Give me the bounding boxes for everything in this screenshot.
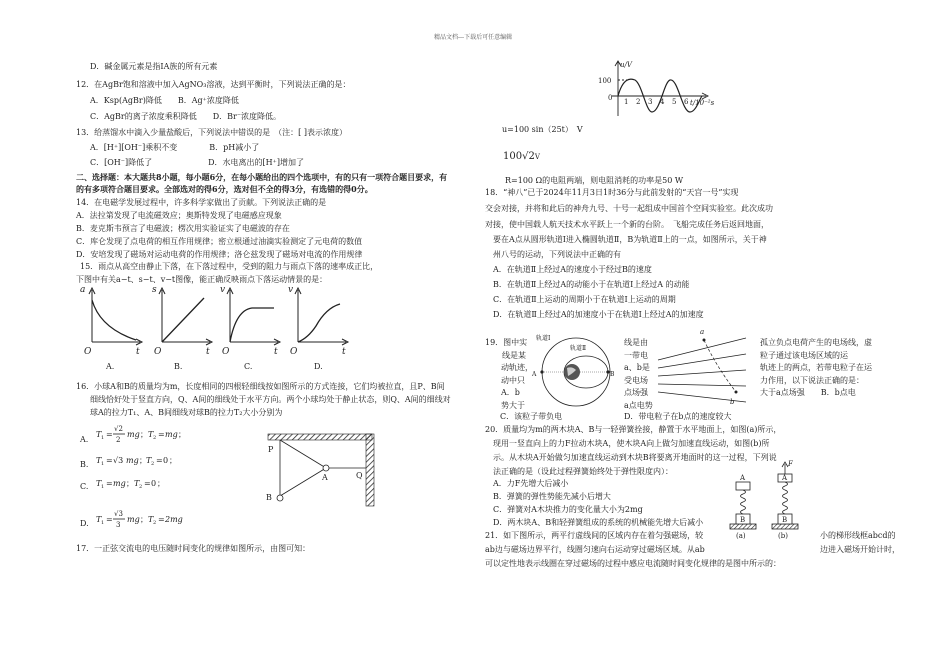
q19-right-text: 孤立负点电荷产生的电场线，虚 粒子通过该电场区域的运 轨迹上的两点，若带电粒子在运 力作用，以下说法正确的是： 大于a点场强 B．b点电 bbox=[760, 338, 872, 397]
svg-text:；: ； bbox=[157, 479, 165, 488]
svg-text:mg: mg bbox=[165, 430, 178, 439]
svg-text:2: 2 bbox=[153, 520, 157, 526]
sine-x-tick-2: 2 bbox=[636, 98, 641, 106]
spring-force-label: F bbox=[788, 460, 793, 468]
svg-text:=: = bbox=[156, 456, 163, 465]
graph-option-d: D. bbox=[314, 362, 323, 371]
svg-text:2: 2 bbox=[116, 436, 121, 444]
section2-heading-line1: 二、选择题：本大题共8小题，每小题6分，在每小题给出的四个选项中，有的只有一项符合题目要求，有 bbox=[76, 172, 448, 182]
graph-c-origin: O bbox=[222, 347, 230, 357]
q16-stem-line2: 细线恰好处于竖直方向，Q、A间的细线处于水平方向。两个小球均处于静止状态，则Q、A间的细线对 bbox=[90, 395, 451, 404]
q17-sqrt-unit: V bbox=[534, 153, 540, 161]
graph-a-x-label: t bbox=[136, 347, 140, 357]
q18-stem-line1: 18．“神八”已于2024年11月3日1时36分与此前发射的“天宫一号”实现 bbox=[485, 188, 739, 197]
svg-text:mg: mg bbox=[126, 456, 139, 465]
q17-stem: 17．一正弦交流电的电压随时间变化的规律如图所示，由图可知： bbox=[76, 544, 311, 553]
graph-b-y-label: s bbox=[152, 285, 157, 295]
graph-option-a: A. bbox=[106, 362, 115, 371]
q20-option-a: A．力F先增大后减小 bbox=[493, 479, 569, 488]
field-lines-figure bbox=[652, 326, 752, 408]
orbit-label-2: 轨道Ⅱ bbox=[570, 345, 587, 352]
svg-text:=: = bbox=[106, 479, 113, 488]
q21-line1-part1: 21．如下图所示，两平行虚线间的区域内存在着匀强磁场，较 bbox=[485, 531, 704, 540]
spring-figures bbox=[724, 458, 810, 540]
q19-left-text: 19．图中实 线是某 动轨迹， 动中只 A．b 势大于 bbox=[485, 338, 533, 410]
sine-x-tick-1: 1 bbox=[624, 98, 629, 106]
sine-x-tick-3: 3 bbox=[648, 98, 653, 106]
q20-option-b: B．弹簧的弹性势能先减小后增大 bbox=[493, 492, 611, 501]
q16-option-b: B. bbox=[80, 460, 89, 469]
q21-line3: 可以定性地表示线圈在穿过磁场的过程中感应电流随时间变化规律的是图中所示的： bbox=[485, 559, 781, 568]
svg-text:√2: √2 bbox=[114, 425, 123, 433]
svg-text:mg: mg bbox=[127, 515, 140, 524]
svg-text:；: ； bbox=[178, 430, 186, 439]
orbit-figure bbox=[530, 332, 622, 412]
q18-stem-line4: 要在A点从圆形轨道Ⅰ进入椭圆轨道Ⅱ，B为轨道Ⅱ上的一点，如图所示，关于神 bbox=[493, 235, 767, 244]
q20-option-c: C．弹簧对A木块推力的变化量大小为2mg bbox=[493, 505, 643, 514]
svg-text:2mg: 2mg bbox=[165, 515, 183, 524]
svg-text:T: T bbox=[148, 515, 154, 524]
spring-a-block-b: B bbox=[740, 516, 746, 524]
svg-text:3: 3 bbox=[116, 521, 121, 529]
q16-stem-line3: 球A的拉力T₁、A、B间细线对球B的拉力T₂大小分别为 bbox=[90, 408, 283, 417]
sine-x-tick-4: 4 bbox=[660, 98, 665, 106]
graph-d-y-label: v bbox=[288, 285, 294, 295]
q14-option-d: D．安培发现了磁场对运动电荷的作用规律；洛仑兹发现了磁场对电流的作用规律 bbox=[76, 250, 363, 259]
spring-b-block-b: B bbox=[782, 516, 788, 524]
sine-x-tick-6: 6 bbox=[684, 98, 689, 106]
sine-x-label: t/10⁻²s bbox=[690, 99, 715, 107]
q18-stem-line2: 交会对接，并将和此后的神舟九号、十号一起组成中国首个空间实验室。此次成功 bbox=[485, 204, 773, 213]
svg-text:=: = bbox=[144, 479, 151, 488]
graph-a-origin: O bbox=[84, 347, 92, 357]
graph-a-y-label: a bbox=[80, 285, 86, 295]
q12-stem: 12．在AgBr饱和溶液中加入AgNO₃溶液，达到平衡时，下列说法正确的是： bbox=[76, 80, 351, 89]
q19-option-d: D．带电粒子在b点的速度较大 bbox=[624, 412, 732, 421]
sine-y-tick: 100 bbox=[598, 77, 612, 85]
svg-text:√3: √3 bbox=[114, 510, 123, 518]
q18-option-d: D．在轨道Ⅱ上经过A的加速度小于在轨道Ⅰ上经过A的加速度 bbox=[493, 310, 704, 319]
svg-text:0: 0 bbox=[163, 456, 169, 465]
q17-sqrt-number: 100√2 bbox=[503, 151, 535, 162]
svg-text:；: ； bbox=[140, 430, 148, 439]
q19-mid-text: 线是由 一带电 a、b是 受电场 点场强 a点电势 bbox=[624, 338, 653, 410]
svg-text:T: T bbox=[148, 430, 154, 439]
q20-option-d: D．两木块A、B和轻弹簧组成的系统的机械能先增大后减小 bbox=[493, 518, 704, 527]
q18-stem-line5: 州八号的运动，下列说法中正确的有 bbox=[493, 250, 621, 259]
svg-text:1: 1 bbox=[101, 520, 105, 526]
svg-text:T: T bbox=[96, 456, 102, 465]
q16-option-d: D. bbox=[80, 519, 89, 528]
svg-text:T: T bbox=[134, 479, 140, 488]
q11-option-d: D．碱金属元素是指ⅠA族的所有元素 bbox=[90, 62, 218, 71]
q17-expression: u=100 sin（25t） V bbox=[502, 125, 583, 134]
q16-string-figure bbox=[262, 430, 382, 512]
svg-text:；: ； bbox=[126, 479, 134, 488]
q15-stem-line1: 15．雨点从高空由静止下落，在下落过程中，受到的阻力与雨点下落的速率成正比， bbox=[80, 262, 379, 271]
svg-text:；: ； bbox=[139, 456, 147, 465]
svg-text:2: 2 bbox=[153, 435, 157, 441]
svg-text:1: 1 bbox=[101, 435, 105, 441]
graph-b-x-label: t bbox=[206, 347, 210, 357]
orbit-label-1: 轨道Ⅰ bbox=[536, 335, 551, 342]
q14-option-b: B．麦克斯韦预言了电磁波；楞次用实验证实了电磁波的存在 bbox=[76, 224, 290, 233]
orbit-point-a: A bbox=[532, 371, 537, 378]
svg-text:0: 0 bbox=[151, 479, 157, 488]
sine-y-label: u/V bbox=[620, 61, 632, 69]
q20-stem-line4: 法正确的是（设此过程弹簧始终处于弹性限度内）： bbox=[493, 467, 673, 476]
svg-text:mg: mg bbox=[113, 479, 126, 488]
q18-option-b: B．在轨道Ⅱ上经过A的动能小于在轨道Ⅰ上经过A 的动能 bbox=[493, 280, 690, 289]
q13-options-ab: A．[H⁺][OH⁻]乘积不变 B．pH减小了 bbox=[90, 143, 260, 152]
q18-option-c: C．在轨道Ⅱ上运动的周期小于在轨道Ⅰ上运动的周期 bbox=[493, 295, 676, 304]
q18-stem-line3: 对接，使中国载人航天技术水平跃上一个新的台阶。 飞船完成任务后返回地面， bbox=[485, 220, 769, 229]
q20-stem-line1: 20．质量均为m的两木块A、B与一轻弹簧拴接，静置于水平地面上，如图(a)所示， bbox=[485, 425, 782, 434]
graph-b-origin: O bbox=[154, 347, 162, 357]
page-header: 精品文档---下载后可任意编辑 bbox=[434, 34, 513, 41]
section2-heading-line2: 的有多项符合题目要求。全部选对的得6分，选对但不全的得3分，有选错的得0分。 bbox=[76, 184, 373, 194]
q16-options bbox=[76, 414, 266, 534]
spring-caption-b: (b) bbox=[778, 532, 788, 540]
svg-text:mg: mg bbox=[127, 430, 140, 439]
q15-motion-graphs bbox=[70, 282, 360, 374]
q12-options-cd: C．AgBr的离子浓度乘积降低 D．Br⁻浓度降低。 bbox=[90, 112, 282, 121]
q13-options-cd: C．[OH⁻]降低了 D．水电离出的[H⁺]增加了 bbox=[90, 158, 304, 167]
q12-options-ab: A．Ksp(AgBr)降低 B．Ag⁺浓度降低 bbox=[90, 96, 239, 105]
svg-text:√3: √3 bbox=[113, 456, 124, 465]
graph-c-y-label: v bbox=[220, 285, 226, 295]
q17-sine-graph bbox=[590, 58, 720, 120]
q17-sqrt-value bbox=[503, 151, 540, 163]
q17-resistor-text: R=100 Ω的电阻两端，则电阻消耗的功率是50 W bbox=[505, 176, 684, 185]
figure-label-b: B bbox=[266, 493, 272, 502]
q14-option-c: C．库仑发现了点电荷的相互作用规律；密立根通过油滴实验测定了元电荷的数值 bbox=[76, 237, 363, 246]
svg-text:；: ； bbox=[140, 515, 148, 524]
q14-stem: 14．在电磁学发展过程中，许多科学家做出了贡献。下列说法正确的是 bbox=[76, 198, 327, 207]
graph-option-b: B. bbox=[174, 362, 183, 371]
spring-a-block-a: A bbox=[740, 474, 746, 482]
figure-label-a: A bbox=[322, 473, 328, 482]
svg-text:1: 1 bbox=[101, 484, 105, 490]
graph-c-x-label: t bbox=[274, 347, 278, 357]
svg-text:=: = bbox=[158, 430, 165, 439]
sine-origin: 0 bbox=[608, 94, 613, 102]
graph-d-origin: O bbox=[290, 347, 298, 357]
q16-stem-line1: 16．小球A和B的质量均为m，长度相同的四根轻细线按如图所示的方式连接，它们均被拉直，且P、B间 bbox=[76, 382, 445, 391]
svg-text:；: ； bbox=[169, 456, 177, 465]
graph-d-x-label: t bbox=[342, 347, 346, 357]
q16-option-a: A. bbox=[80, 435, 89, 444]
figure-label-p: P bbox=[268, 445, 274, 454]
q21-line2-part2: 边进入磁场开始计时， bbox=[820, 545, 900, 554]
q20-stem-line3: 示。从木块A开始做匀加速直线运动到木块B将要离开地面时的这一过程，下列说 bbox=[493, 453, 777, 462]
figure-label-q: Q bbox=[356, 471, 363, 480]
q20-stem-line2: 现用一竖直向上的力F拉动木块A，使木块A向上做匀加速直线运动，如图(b)所 bbox=[493, 439, 770, 448]
svg-text:T: T bbox=[146, 456, 152, 465]
sine-x-tick-5: 5 bbox=[672, 98, 677, 106]
svg-text:T: T bbox=[96, 515, 102, 524]
field-point-a: a bbox=[700, 328, 705, 336]
graph-option-c: C. bbox=[244, 362, 253, 371]
svg-text:1: 1 bbox=[101, 461, 105, 467]
q21-line1-part2: 小的梯形线框abcd的 bbox=[820, 531, 896, 540]
field-point-b: b bbox=[730, 398, 735, 406]
svg-text:=: = bbox=[158, 515, 165, 524]
q19-option-c: C．该粒子带负电 bbox=[500, 412, 563, 421]
svg-text:2: 2 bbox=[151, 461, 155, 467]
spring-b-block-a: A bbox=[782, 474, 788, 482]
q15-stem-line2: 下图中有关a−t、s−t、v−t图像，能正确反映雨点下落运动情景的是： bbox=[76, 275, 328, 284]
q21-line2-part1: ab边与磁场边界平行，线圈匀速向右运动穿过磁场区域。从ab bbox=[485, 545, 705, 554]
svg-text:2: 2 bbox=[139, 484, 143, 490]
svg-text:=: = bbox=[106, 515, 113, 524]
svg-text:=: = bbox=[106, 430, 113, 439]
svg-text:T: T bbox=[96, 479, 102, 488]
q13-stem: 13．给蒸馏水中滴入少量盐酸后，下列说法中错误的是 （注：[ ]表示浓度） bbox=[76, 128, 347, 137]
q14-option-a: A．法拉第发现了电流磁效应；奥斯特发现了电磁感应现象 bbox=[76, 211, 282, 220]
q18-option-a: A．在轨道Ⅱ上经过A的速度小于经过B的速度 bbox=[493, 265, 652, 274]
svg-text:T: T bbox=[96, 430, 102, 439]
spring-caption-a: (a) bbox=[736, 532, 746, 540]
orbit-point-b: B bbox=[610, 371, 615, 378]
svg-text:=: = bbox=[106, 456, 113, 465]
q16-option-c: C. bbox=[80, 482, 89, 491]
